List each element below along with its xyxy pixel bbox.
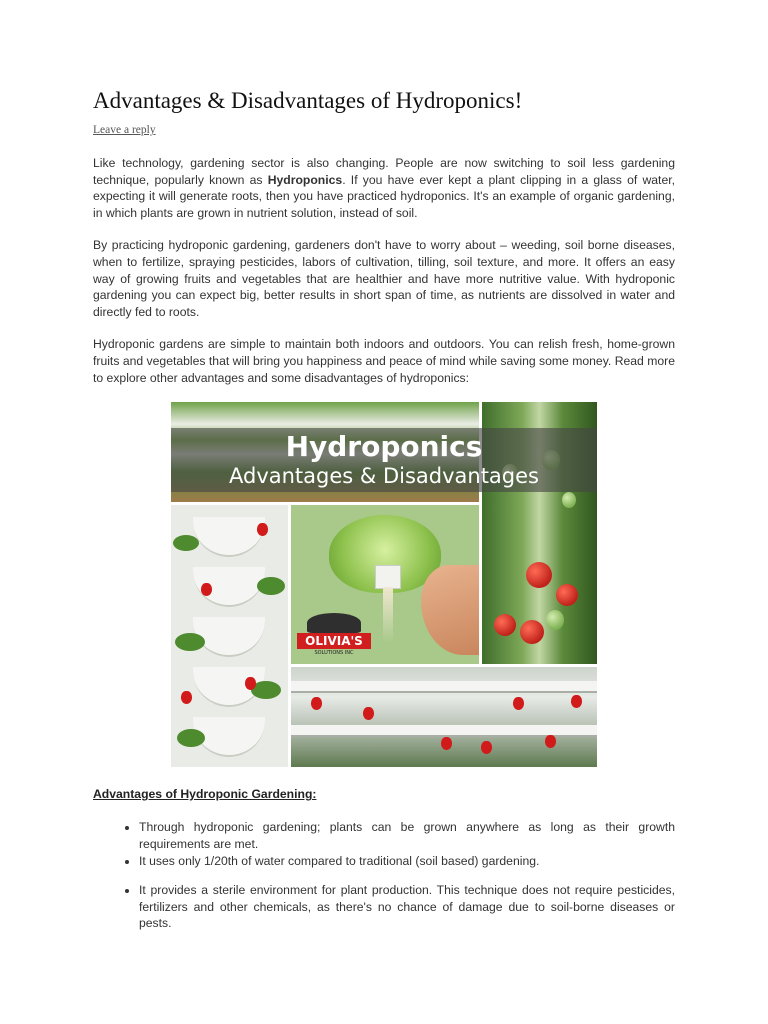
logo-subtitle: SOLUTIONS INC [314, 650, 354, 657]
hydroponics-collage-image [171, 402, 597, 767]
gardens-paragraph: Hydroponic gardens are simple to maintain both indoors and outdoors. You can relish fresh, home-grown fruits and vegetables that will bring you happiness and peace of mind while saving some money. Read more to explore other advantages and some disadvantages of hydroponics: [93, 337, 675, 385]
hydroponics-bold: Hydroponics [267, 172, 343, 187]
strawberry-tower-photo [171, 505, 288, 767]
advantages-heading: Advantages of Hydroponic Gardening: [93, 787, 317, 802]
banner-subtitle: Advantages & Disadvantages [229, 464, 539, 489]
logo-name: OLIVIA'S [297, 633, 371, 649]
olivias-logo [297, 611, 371, 659]
advantages-list [93, 819, 675, 932]
banner-title: Hydroponics [285, 430, 483, 464]
benefits-paragraph: By practicing hydroponic gardening, gardeners don't have to worry about – weeding, soil borne diseases, when to fertilize, spraying pesticides, labors of cultivation, tilling, soil texture, and more. It offers an easy way of growing fruits and vegetables that are healthier and have more nutritive value. With hydroponic gardening you can expect big, better results in short span of time, as nutrients are dissolved in water and directly fed to roots. [93, 238, 675, 319]
lettuce-hand-photo [291, 505, 479, 664]
list-item: • It provides a sterile environment for plant production. This technique does not require pesticides, fertilizers and other chemicals, as there's no chance of damage due to soil-borne diseases or pests. [139, 882, 675, 932]
article [93, 86, 675, 932]
intro-paragraph [93, 155, 675, 221]
page-title: Advantages & Disadvantages of Hydroponics! [93, 88, 523, 113]
strawberry-trough-photo [291, 667, 597, 767]
intro-text-start: Like technology, gardening sector is also changing. People are now switching to soil less gardening technique, popularly known as [93, 156, 675, 187]
leave-reply-link[interactable]: Leave a reply [93, 124, 156, 136]
title-banner [171, 428, 597, 492]
list-item: • It uses only 1/20th of water compared to traditional (soil based) gardening. [139, 853, 675, 870]
list-item: • Through hydroponic gardening; plants can be grown anywhere as long as their growth requirements are met. [139, 819, 675, 852]
intro-text-end: . If you have ever kept a plant clipping in a glass of water, expecting it will generate roots, then you have practiced hydroponics. It's an example of organic gardening, in which plants are grown in nutrient solution, instead of soil. [93, 172, 675, 220]
